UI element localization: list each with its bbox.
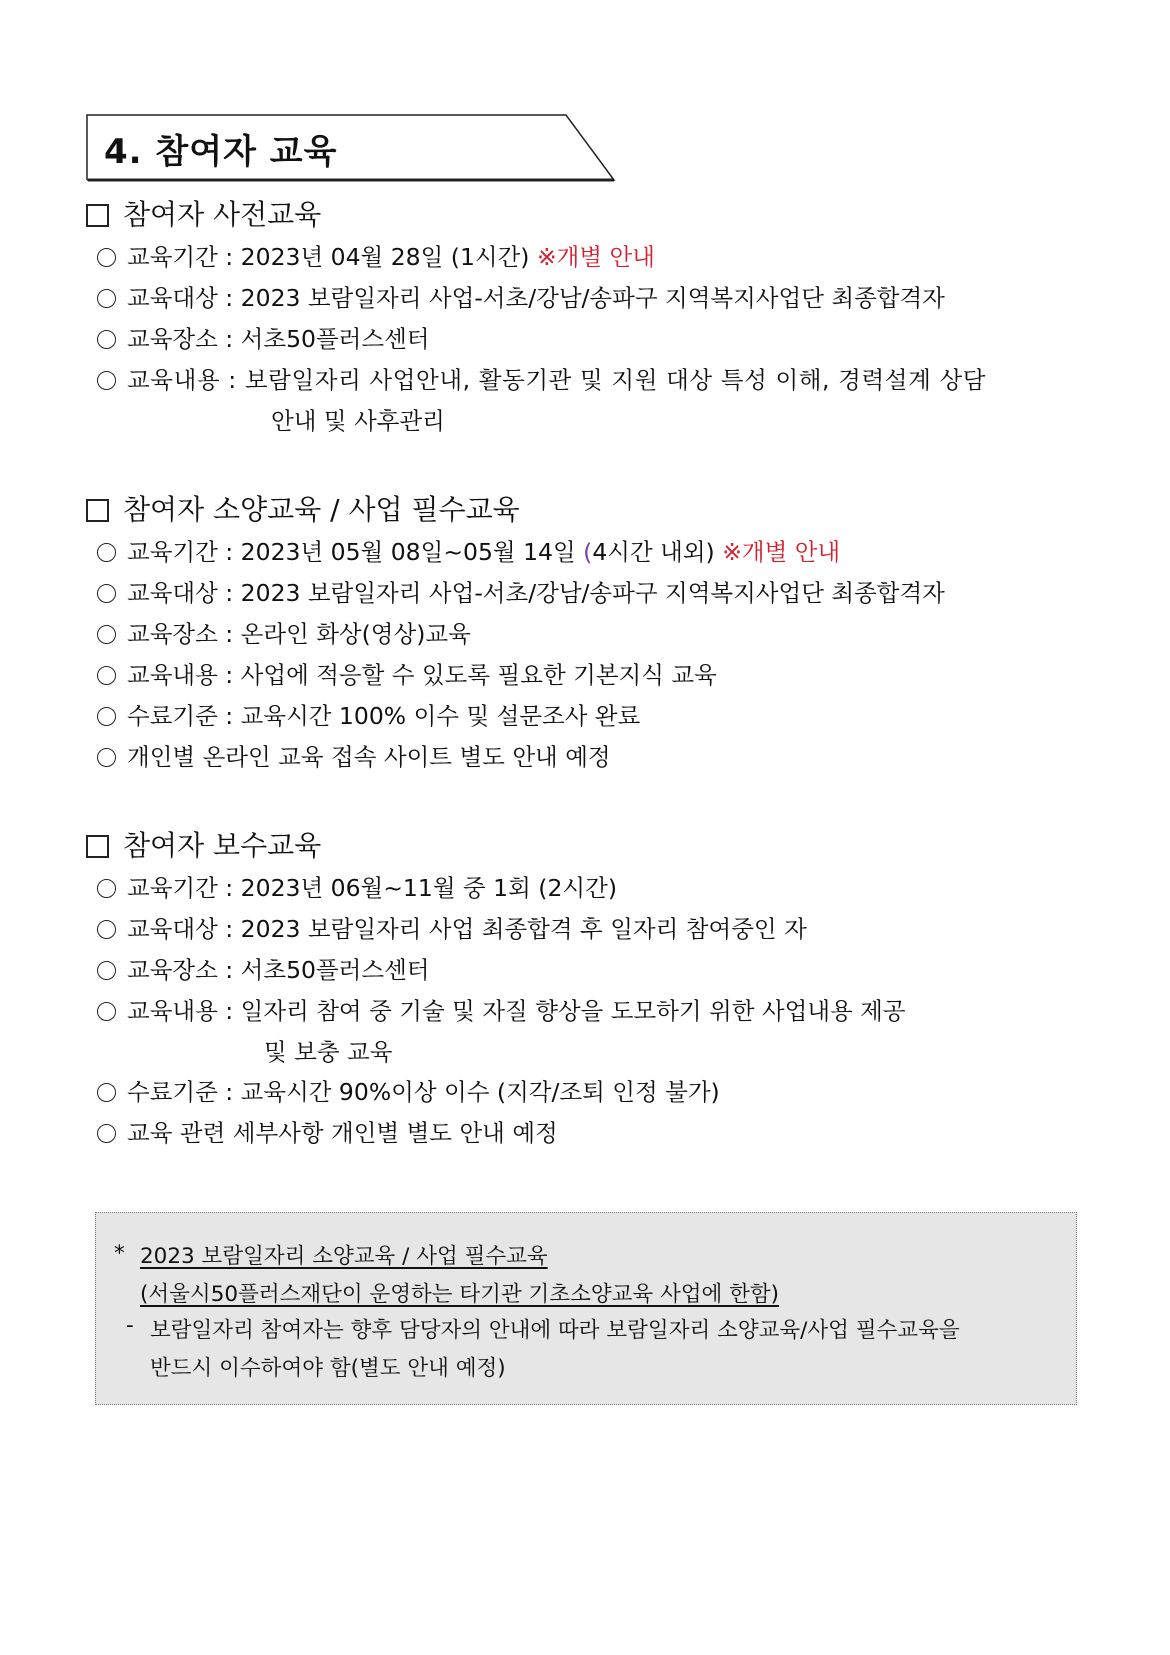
- circle-bullet-icon: [97, 289, 116, 308]
- list-item: [84, 237, 986, 278]
- circle-bullet-icon: [97, 248, 116, 267]
- list-item: [84, 696, 945, 737]
- notice-body-line: 반드시 이수하여야 함(별도 안내 예정): [150, 1356, 506, 1381]
- list-item: [84, 950, 906, 991]
- item-text: 교육대상 : 2023 보람일자리 사업-서초/강남/송파구 지역복지사업단 최종합격자: [127, 284, 945, 312]
- list-item: [84, 868, 906, 909]
- list-item: [84, 1113, 906, 1154]
- section-heading-text: 참여자 소양교육 / 사업 필수교육: [123, 493, 520, 526]
- circle-bullet-icon: [97, 543, 116, 562]
- section-refresher-education: [84, 826, 906, 1154]
- section-heading-text: 참여자 보수교육: [123, 829, 322, 862]
- circle-bullet-icon: [97, 330, 116, 349]
- item-note-red: ※개별 안내: [722, 538, 841, 566]
- circle-bullet-icon: [97, 748, 116, 767]
- item-text: 안내 및 사후관리: [271, 407, 445, 435]
- circle-bullet-icon: [97, 666, 116, 685]
- item-text: 교육장소 : 서초50플러스센터: [127, 956, 430, 984]
- item-text-cont: 4시간 내외): [592, 538, 723, 566]
- page-title: 4. 참여자 교육: [104, 132, 338, 172]
- list-item: [84, 573, 945, 614]
- list-item: [84, 319, 986, 360]
- section-heading: [84, 195, 986, 235]
- notice-body-line: 보람일자리 참여자는 향후 담당자의 안내에 따라 보람일자리 소양교육/사업 필수교육을: [150, 1318, 960, 1343]
- notice-star: *: [114, 1241, 125, 1266]
- section-title-box: [86, 114, 616, 182]
- circle-bullet-icon: [97, 1083, 116, 1102]
- list-item: [84, 655, 945, 696]
- section-basic-education: [84, 490, 945, 778]
- checkbox-square-icon: [86, 499, 109, 522]
- circle-bullet-icon: [97, 920, 116, 939]
- list-item: [84, 532, 945, 573]
- checkbox-square-icon: [86, 204, 109, 227]
- list-item: [84, 614, 945, 655]
- item-text: 및 보충 교육: [264, 1038, 393, 1066]
- item-text: 교육내용 : 일자리 참여 중 기술 및 자질 향상을 도모하기 위한 사업내용 제공: [127, 997, 906, 1025]
- item-text: 수료기준 : 교육시간 100% 이수 및 설문조사 완료: [127, 702, 641, 730]
- list-item: [84, 278, 986, 319]
- notice-dash: -: [126, 1313, 134, 1338]
- item-note-red: ※개별 안내: [536, 243, 655, 271]
- circle-bullet-icon: [97, 879, 116, 898]
- item-text: 교육기간 : 2023년 05월 08일~05월 14일: [127, 538, 584, 566]
- circle-bullet-icon: [97, 371, 116, 390]
- section-heading: [84, 490, 945, 530]
- list-item-continuation: [84, 1032, 906, 1072]
- section-pre-education: [84, 195, 986, 441]
- notice-box: [95, 1212, 1077, 1405]
- item-text: 교육대상 : 2023 보람일자리 사업 최종합격 후 일자리 참여중인 자: [127, 915, 807, 943]
- list-item-continuation: [84, 401, 986, 441]
- item-text: 수료기준 : 교육시간 90%이상 이수 (지각/조퇴 인정 불가): [127, 1078, 720, 1106]
- notice-subheading: (서울시50플러스재단이 운영하는 타기관 기초소양교육 사업에 한함): [140, 1282, 780, 1307]
- notice-heading: 2023 보람일자리 소양교육 / 사업 필수교육: [140, 1244, 548, 1269]
- circle-bullet-icon: [97, 1002, 116, 1021]
- list-item: [84, 360, 986, 401]
- item-text: 교육장소 : 서초50플러스센터: [127, 325, 430, 353]
- item-text: 교육기간 : 2023년 06월~11월 중 1회 (2시간): [127, 874, 617, 902]
- circle-bullet-icon: [97, 584, 116, 603]
- item-text: 교육 관련 세부사항 개인별 별도 안내 예정: [127, 1119, 558, 1147]
- item-text: 교육기간 : 2023년 04월 28일 (1시간): [127, 243, 537, 271]
- item-text: 교육대상 : 2023 보람일자리 사업-서초/강남/송파구 지역복지사업단 최종합격자: [127, 579, 945, 607]
- checkbox-square-icon: [86, 835, 109, 858]
- circle-bullet-icon: [97, 961, 116, 980]
- list-item: [84, 737, 945, 778]
- circle-bullet-icon: [97, 625, 116, 644]
- item-text: 교육내용 : 보람일자리 사업안내, 활동기관 및 지원 대상 특성 이해, 경력설계 상담: [127, 366, 987, 394]
- circle-bullet-icon: [97, 707, 116, 726]
- list-item: [84, 909, 906, 950]
- item-text: 개인별 온라인 교육 접속 사이트 별도 안내 예정: [127, 743, 611, 771]
- item-text: 교육내용 : 사업에 적응할 수 있도록 필요한 기본지식 교육: [127, 661, 717, 689]
- circle-bullet-icon: [97, 1124, 116, 1143]
- list-item: [84, 1072, 906, 1113]
- section-heading-text: 참여자 사전교육: [123, 198, 322, 231]
- section-heading: [84, 826, 906, 866]
- item-paren-purple: (: [583, 538, 593, 566]
- item-text: 교육장소 : 온라인 화상(영상)교육: [127, 620, 471, 648]
- list-item: [84, 991, 906, 1032]
